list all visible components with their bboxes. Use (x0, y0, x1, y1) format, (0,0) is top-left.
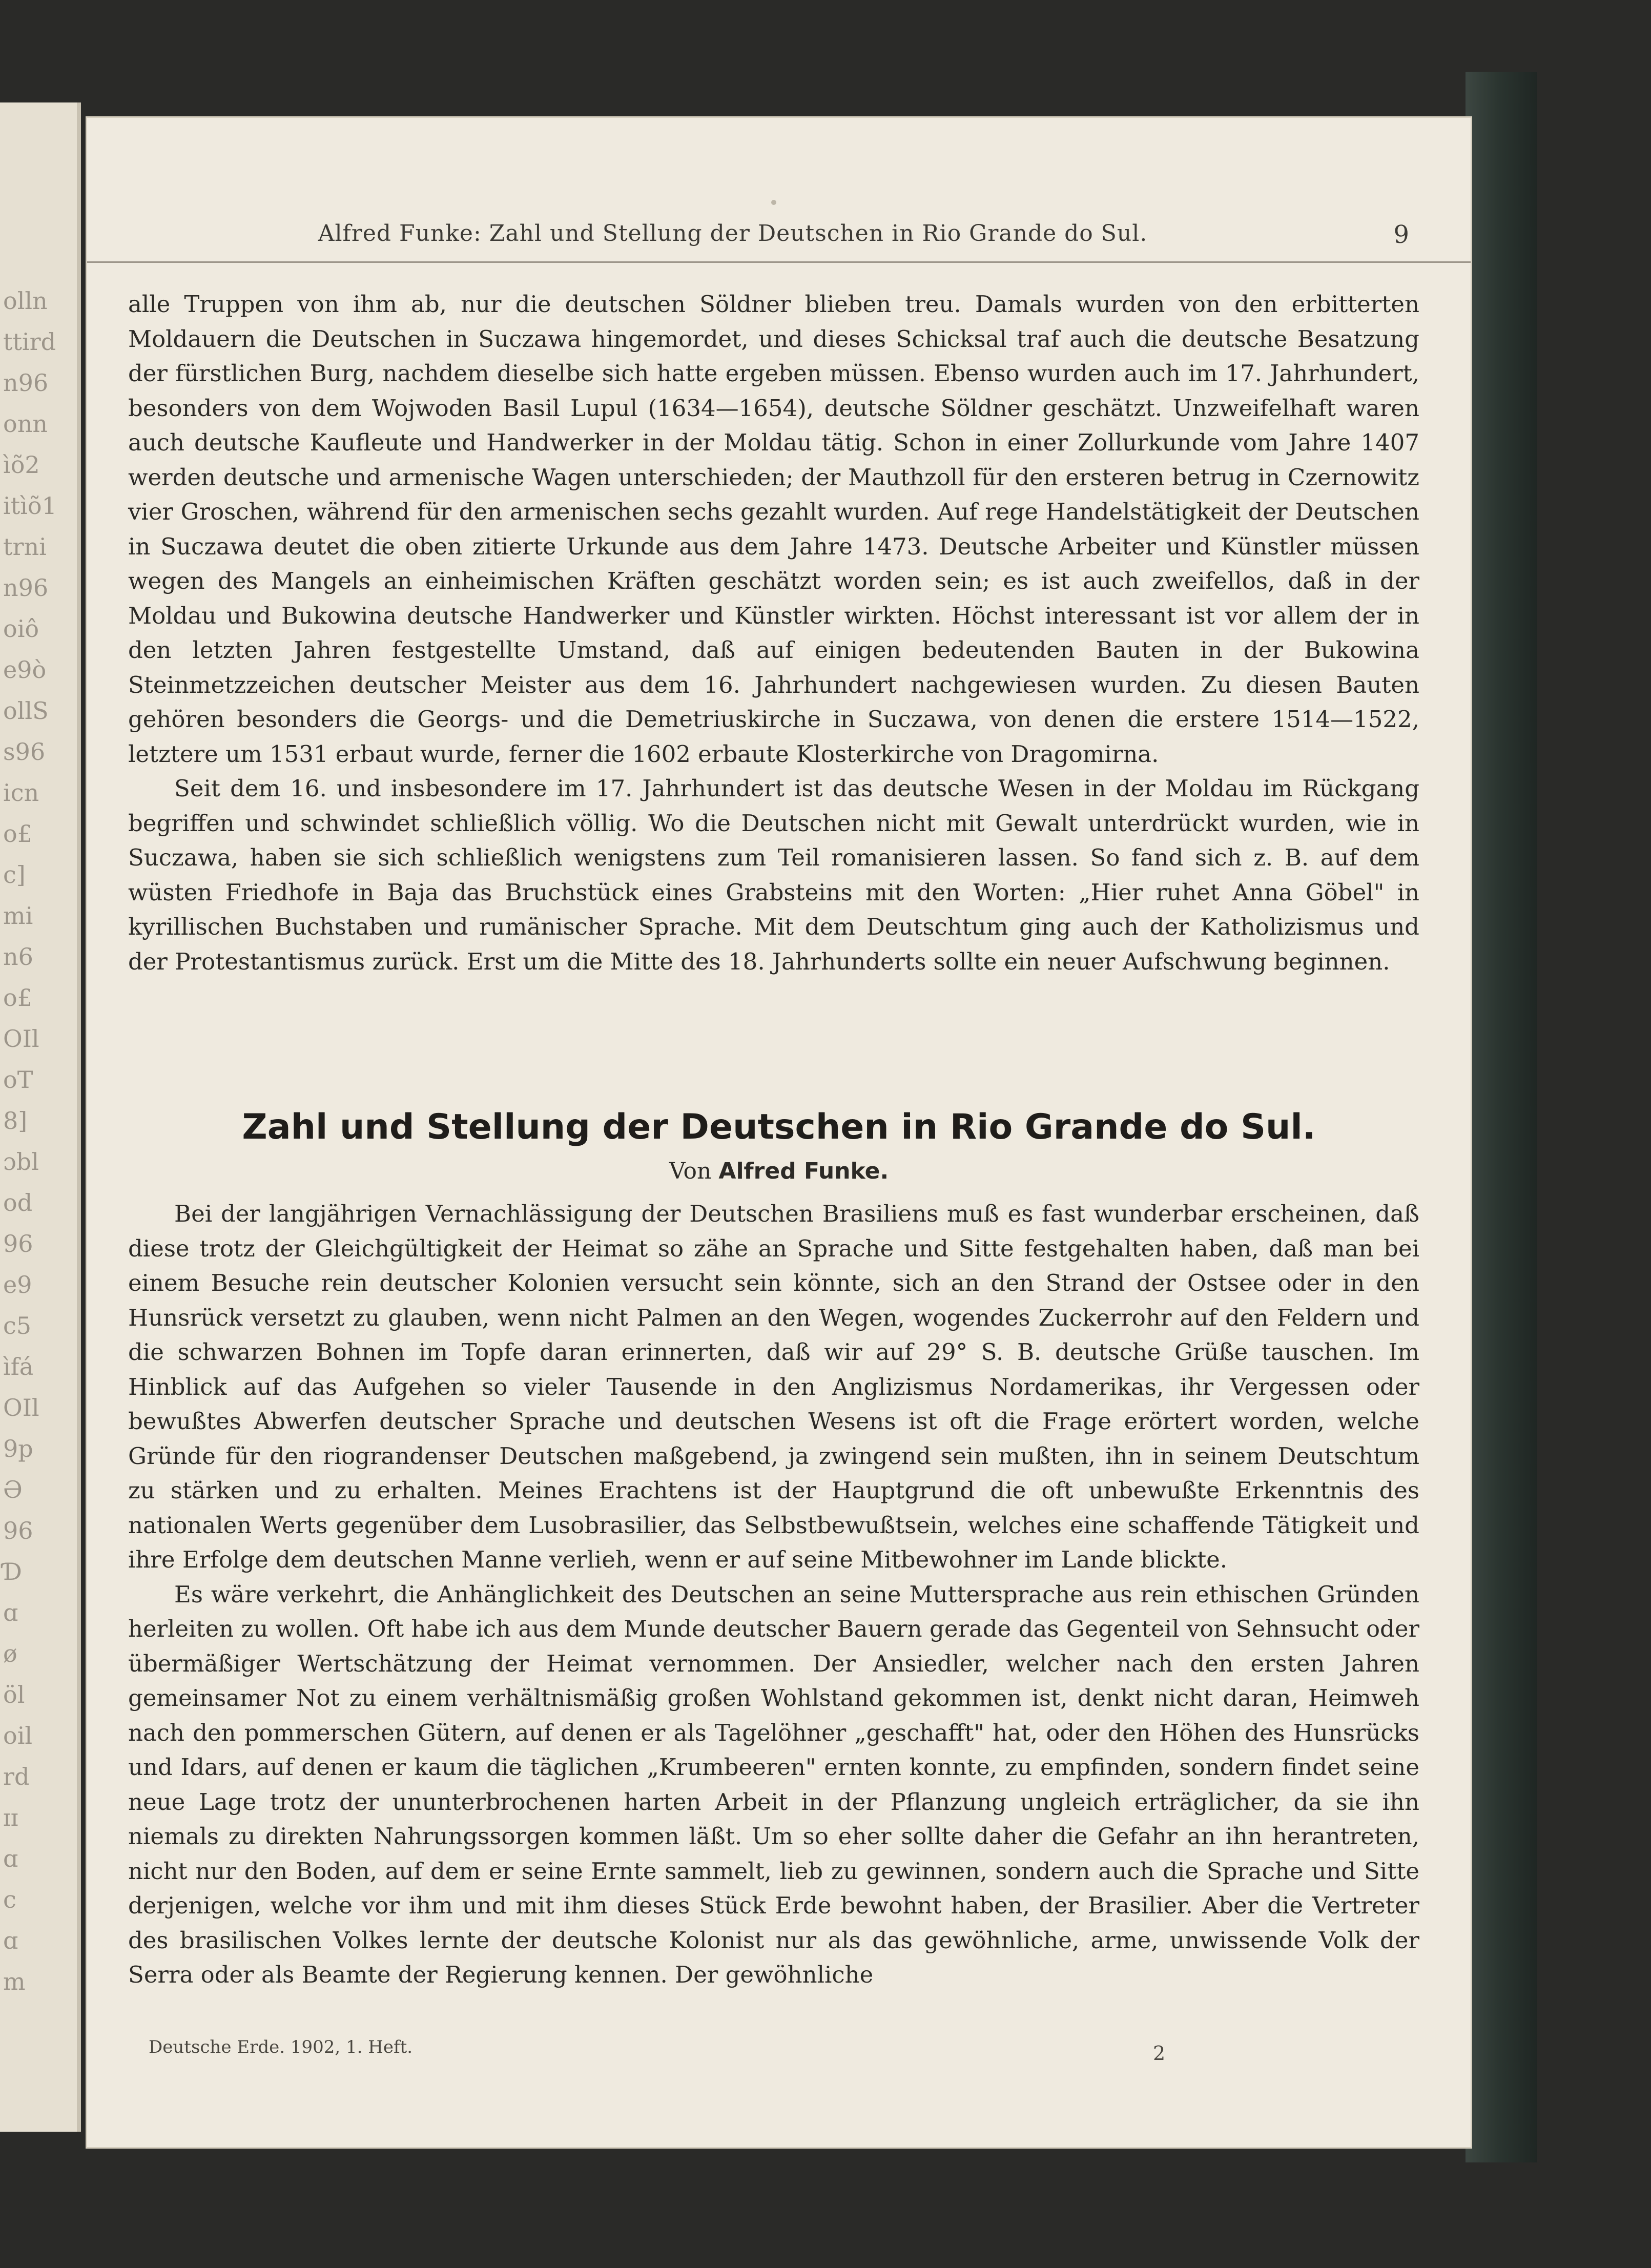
facing-page-fragment: n96 (3, 369, 49, 397)
running-head-title: Alfred Funke: Zahl und Stellung der Deutschen in Rio Grande do Sul. (318, 220, 1148, 246)
byline-prefix: Von (669, 1158, 712, 1184)
page-number: 9 (1393, 220, 1409, 249)
paragraph: alle Truppen von ihm ab, nur die deutschen Söldner blieben treu. Damals wurden von den erbitterten Moldauern die Deutschen in Suczawa hingemordet, und dieses Schicksal traf auch die deutsche Besatzung der fürstlichen Burg, nachdem dieselbe sich hatte ergeben müssen. Ebenso wurden auch im 17. Jahrhundert, besonders von dem Wojwoden Basil Lupul (1634—1654), deutsche Söldner geschätzt. Unzweifelhaft waren auch deutsche Kaufleute und Handwerker in der Moldau tätig. Schon in einer Zollurkunde vom Jahre 1407 werden deutsche und armenische Wagen unterschieden; der Mauthzoll für den ersteren betrug in Czernowitz vier Groschen, während für den armenischen sechs gezahlt wurden. Auf rege Handelstätigkeit der Deutschen in Suczawa deutet die oben zitierte Urkunde aus dem Jahre 1473. Deutsche Arbeiter und Künstler müssen wegen des Mangels an einheimischen Kräften geschätzt worden sein; es ist auch zweifellos, daß in der Moldau und Bukowina deutsche Handwerker und Künstler wirkten. Höchst interessant ist vor allem der in den letzten Jahren festgestellte Umstand, daß auf einigen bedeutenden Bauten in der Bukowina Steinmetzzeichen deutscher Meister aus dem 16. Jahrhundert nachgewiesen wurden. Zu diesen Bauten gehören besonders die Georgs- und die Demetriuskirche in Suczawa, von denen die erstere 1514—1522, letztere um 1531 erbaut wurde, ferner die 1602 erbaute Klosterkirche von Dragomirna. (128, 291, 1419, 768)
facing-page-fragment: ɑ (3, 1845, 18, 1872)
book-page (87, 118, 1471, 2147)
facing-page-fragment: s96 (3, 738, 46, 766)
paragraph: Es wäre verkehrt, die Anhänglichkeit des Deutschen an seine Muttersprache aus rein ethischen Gründen herleiten zu wollen. Oft habe ich aus dem Munde deutscher Bauern gerade das Gegenteil von Sehnsucht oder übermäßiger Wertschätzung der Heimat vernommen. Der Ansiedler, welcher nach den ersten Jahren gemeinsamer Not zu einem verhältnismäßig großen Wohlstand gekommen ist, denkt nicht daran, Heimweh nach den pommerschen Gütern, auf denen er als Tagelöhner „geschafft" hat, oder den Höhen des Hunsrücks und Idars, auf denen er kaum die täglichen „Krumbeeren" ernten konnte, zu empfinden, sondern findet seine neue Lage trotz der ununterbrochenen harten Arbeit in der Pflanzung ungleich erträglicher, da sie ihn niemals zu direkten Nahrungssorgen kommen läßt. Um so eher sollte daher die Gefahr an ihn herantreten, nicht nur den Boden, auf dem er seine Ernte sammelt, lieb zu gewinnen, sondern auch die Sprache und Sitte derjenigen, welche vor ihm und mit ihm dieses Stück Erde bewohnt haben, der Brasilier. Aber die Vertreter des brasilischen Volkes lernte der deutsche Kolonist nur als das gewöhnliche, arme, unwissende Volk der Serra oder als Beamte der Regierung kennen. Der gewöhnliche (128, 1580, 1419, 1988)
footer-journal-line: Deutsche Erde. 1902, 1. Heft. (149, 2037, 413, 2057)
facing-page-fragment: od (3, 1189, 33, 1217)
facing-page-fragment: OIl (3, 1025, 39, 1053)
facing-page-fragment: ɑ (3, 1927, 18, 1954)
facing-page-fragment: n96 (3, 574, 49, 602)
article-text-block (128, 1197, 1419, 1992)
facing-page-fragment: oiô (3, 615, 39, 643)
facing-page-fragment: ɑ (3, 1599, 18, 1626)
facing-page-fragment: oil (3, 1722, 33, 1749)
facing-page-fragment: 9p (3, 1435, 33, 1462)
facing-page-fragment: o£ (3, 820, 32, 848)
facing-page-fragment: rd (3, 1763, 30, 1790)
facing-page-fragment: onn (3, 410, 48, 438)
facing-page-fragment: 96 (3, 1517, 33, 1544)
facing-page-fragment: ìfá (3, 1353, 34, 1380)
byline (87, 1158, 1471, 1184)
facing-page-fragment: ollS (3, 697, 49, 725)
paragraph: Bei der langjährigen Vernachlässigung der Deutschen Brasiliens muß es fast wunderbar erscheinen, daß diese trotz der Gleichgültigkeit der Heimat so zähe an Sprache und Sitte festgehalten haben, daß man bei einem Besuche rein deutscher Kolonien versucht sein könnte, sich an den Strand der Ostsee oder in den Hunsrück versetzt zu glauben, wenn nicht Palmen an den Wegen, wogendes Zuckerrohr auf den Feldern und die schwarzen Bohnen im Topfe daran erinnerten, daß wir auf 29° S. B. deutsche Grüße tauschen. Im Hinblick auf das Aufgehen so vieler Tausende in den Anglizismus Nordamerikas, ihr Vergessen oder bewußtes Abwerfen deutscher Sprache und deutschen Wesens ist oft die Frage erörtert worden, welche Gründe für den riograndenser Deutschen maßgebend, ja zwingend sein mußten, ihn in seinem Deutschtum zu stärken und zu erhalten. Meines Erachtens ist der Hauptgrund die oft unbewußte Erkenntnis des nationalen Werts gegenüber dem Lusobrasilier, das Selbstbewußtsein, welches eine schaffende Tätigkeit und ihre Erfolge dem deutschen Manne verlieh, wenn er auf seine Mitbewohner im Lande blickte. (128, 1200, 1419, 1573)
facing-page-fragment: ɪɪ (3, 1804, 18, 1831)
facing-page-fragment: e9ò (3, 656, 47, 684)
facing-page-fragment: 96 (3, 1230, 33, 1257)
facing-page-fragment: m (3, 1968, 26, 1995)
page-mark (771, 200, 776, 205)
facing-page-fragment: ttird (3, 328, 56, 356)
facing-page-fragment: olln (3, 287, 48, 315)
facing-page-fragment: 8] (3, 1107, 28, 1135)
facing-page-fragment: e9 (3, 1271, 32, 1298)
facing-page-fragment: Ɗ (3, 1558, 22, 1585)
facing-page-fragment: trni (3, 533, 47, 561)
author-name: Alfred Funke. (718, 1158, 889, 1184)
facing-page-fragment: Ə (3, 1476, 23, 1503)
facing-page-fragment: c] (3, 861, 26, 889)
facing-page-fragment: oT (3, 1066, 33, 1094)
facing-page-fragment: c (3, 1886, 16, 1913)
footer-signature: 2 (1153, 2042, 1166, 2065)
continued-text-block (128, 287, 1419, 979)
facing-page-fragment: c5 (3, 1312, 32, 1339)
facing-page-fragment: OIl (3, 1394, 39, 1421)
facing-page-fragment: n6 (3, 943, 33, 971)
facing-page-fragment: o£ (3, 984, 32, 1012)
facing-page-fragment: itìõ1 (3, 492, 57, 520)
facing-page-fragment: öl (3, 1681, 25, 1708)
article-title: Zahl und Stellung der Deutschen in Rio Grande do Sul. (242, 1107, 1316, 1147)
facing-page-fragment: ɔbl (3, 1148, 39, 1176)
book-cover-edge (1466, 72, 1537, 2162)
paragraph: Seit dem 16. und insbesondere im 17. Jahrhundert ist das deutsche Wesen in der Moldau im Rückgang begriffen und schwindet schließlich völlig. Wo die Deutschen nicht mit Gewalt unterdrückt wurden, wie in Suczawa, haben sie sich schließlich wenigstens zum Teil romanisieren lassen. So fand sich z. B. auf dem wüsten Friedhofe in Baja das Bruchstück eines Grabsteins mit den Worten: „Hier ruhet Anna Göbel" in kyrillischen Buchstaben und rumänischer Sprache. Mit dem Deutschtum ging auch der Katholizismus und der Protestantismus zurück. Erst um die Mitte des 18. Jahrhunderts sollte ein neuer Aufschwung beginnen. (128, 775, 1419, 975)
running-head (87, 220, 1471, 263)
facing-page-fragment: ø (3, 1640, 17, 1667)
facing-page-edge (0, 102, 81, 2132)
facing-page-fragment: icn (3, 779, 39, 807)
facing-page-fragment: ìõ2 (3, 451, 40, 479)
facing-page-fragment: mi (3, 902, 33, 930)
